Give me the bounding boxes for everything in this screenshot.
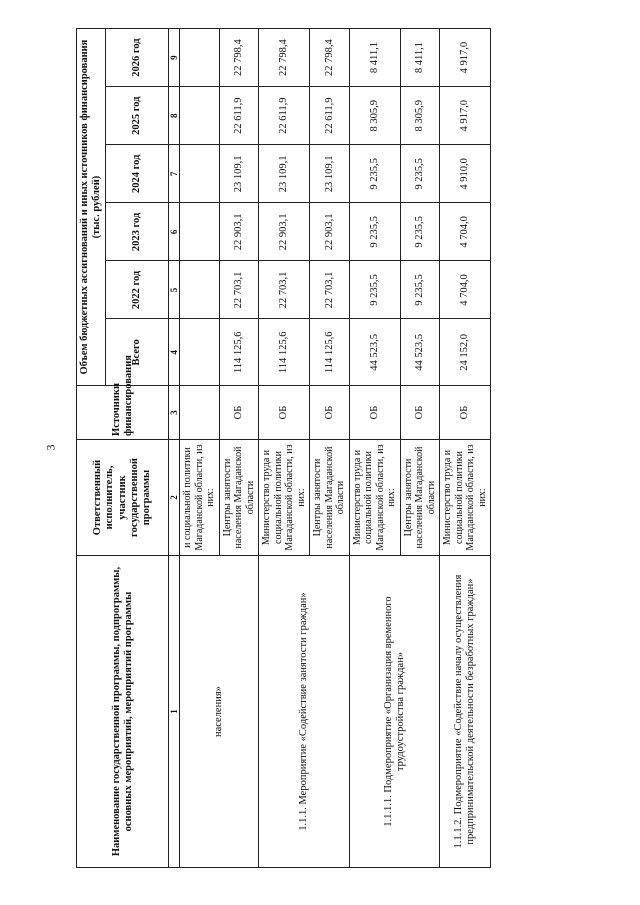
total-cell: 44 523,5	[349, 319, 400, 386]
year-value-cell: 4 704,0	[440, 203, 491, 261]
header-year: 2022 год	[106, 261, 169, 319]
year-value-cell: 22 703,1	[259, 261, 310, 319]
year-value-cell: 22 903,1	[310, 203, 350, 261]
year-value-cell: 4 704,0	[440, 261, 491, 319]
year-value-cell: 9 235,5	[400, 203, 440, 261]
executor-cell: Центры занятости населения Магаданской области	[310, 439, 350, 555]
header-row-1	[77, 29, 106, 868]
rotated-sheet	[76, 28, 496, 868]
source-cell: ОБ	[349, 386, 400, 440]
column-index: 1	[169, 556, 180, 868]
year-value-cell	[180, 87, 220, 145]
header-source: Источники финансирования	[77, 386, 169, 440]
year-value-cell: 22 903,1	[219, 203, 259, 261]
column-index: 2	[169, 439, 180, 555]
year-value-cell: 8 305,9	[349, 87, 400, 145]
executor-cell: Министерство труда и социальной политики Магаданской области, из них:	[259, 439, 310, 555]
column-index: 8	[169, 87, 180, 145]
source-cell: ОБ	[310, 386, 350, 440]
header-total: Всего	[106, 319, 169, 386]
year-value-cell	[180, 203, 220, 261]
table-row	[259, 29, 310, 868]
source-cell: ОБ	[400, 386, 440, 440]
year-value-cell: 8 411,1	[349, 29, 400, 87]
header-executor: Ответственный исполнитель, участник государственной программы	[77, 439, 169, 555]
year-value-cell: 22 798,4	[259, 29, 310, 87]
year-value-cell: 22 903,1	[259, 203, 310, 261]
header-year: 2024 год	[106, 145, 169, 203]
column-index: 5	[169, 261, 180, 319]
year-value-cell: 22 611,9	[259, 87, 310, 145]
column-index: 4	[169, 319, 180, 386]
column-index: 7	[169, 145, 180, 203]
program-item-name: 1.1.1. Мероприятие «Содействие занятости граждан»	[259, 556, 350, 868]
total-cell: 114 125,6	[259, 319, 310, 386]
year-value-cell: 22 611,9	[219, 87, 259, 145]
source-cell: ОБ	[440, 386, 491, 440]
funding-table	[76, 28, 491, 868]
year-value-cell: 9 235,5	[400, 145, 440, 203]
column-index: 3	[169, 386, 180, 440]
year-value-cell: 23 109,1	[219, 145, 259, 203]
year-value-cell: 4 910,0	[440, 145, 491, 203]
year-value-cell: 9 235,5	[349, 261, 400, 319]
year-value-cell: 23 109,1	[310, 145, 350, 203]
header-year: 2026 год	[106, 29, 169, 87]
executor-cell: Центры занятости населения Магаданской области	[219, 439, 259, 555]
table-row	[180, 29, 220, 868]
year-value-cell: 22 703,1	[219, 261, 259, 319]
year-value-cell: 22 611,9	[310, 87, 350, 145]
year-value-cell: 22 703,1	[310, 261, 350, 319]
year-value-cell: 9 235,5	[349, 203, 400, 261]
executor-cell: Министерство труда и социальной политики Магаданской области, из них:	[349, 439, 400, 555]
year-value-cell: 9 235,5	[349, 145, 400, 203]
total-cell: 44 523,5	[400, 319, 440, 386]
header-year: 2023 год	[106, 203, 169, 261]
year-value-cell	[180, 145, 220, 203]
table-row	[440, 29, 491, 868]
column-index-row	[169, 29, 180, 868]
table-body	[180, 29, 491, 868]
program-item-name: 1.1.1.2. Подмероприятие «Содействие началу осуществления предпринимательской деятельности безработных граждан»	[440, 556, 491, 868]
header-name: Наименование государственной программы, подпрограммы, основных мероприятий, мероприятий программы	[77, 556, 169, 868]
program-item-name: населения»	[180, 556, 259, 868]
page-number: 3	[43, 444, 58, 451]
source-cell	[180, 386, 220, 440]
total-cell: 24 152,0	[440, 319, 491, 386]
total-cell: 114 125,6	[310, 319, 350, 386]
executor-cell: Центры занятости населения Магаданской области	[400, 439, 440, 555]
year-value-cell: 4 917,0	[440, 87, 491, 145]
year-value-cell: 9 235,5	[400, 261, 440, 319]
year-value-cell: 23 109,1	[259, 145, 310, 203]
total-cell	[180, 319, 220, 386]
year-value-cell	[180, 29, 220, 87]
column-index: 6	[169, 203, 180, 261]
header-year: 2025 год	[106, 87, 169, 145]
total-cell: 114 125,6	[219, 319, 259, 386]
column-index: 9	[169, 29, 180, 87]
executor-cell: Министерство труда и социальной политики Магаданской области, из них:	[440, 439, 491, 555]
program-item-name: 1.1.1.1. Подмероприятие «Организация временного трудоустройства граждан»	[349, 556, 440, 868]
year-value-cell: 22 798,4	[219, 29, 259, 87]
year-value-cell: 22 798,4	[310, 29, 350, 87]
executor-cell: и социальной политики Магаданской области, из них:	[180, 439, 220, 555]
source-cell: ОБ	[259, 386, 310, 440]
year-value-cell: 4 917,0	[440, 29, 491, 87]
source-cell: ОБ	[219, 386, 259, 440]
header-funding: Объем бюджетных ассигнований и иных источников финансирования (тыс. рублей)	[77, 29, 106, 386]
table-row	[349, 29, 400, 868]
year-value-cell: 8 411,1	[400, 29, 440, 87]
year-value-cell	[180, 261, 220, 319]
year-value-cell: 8 305,9	[400, 87, 440, 145]
